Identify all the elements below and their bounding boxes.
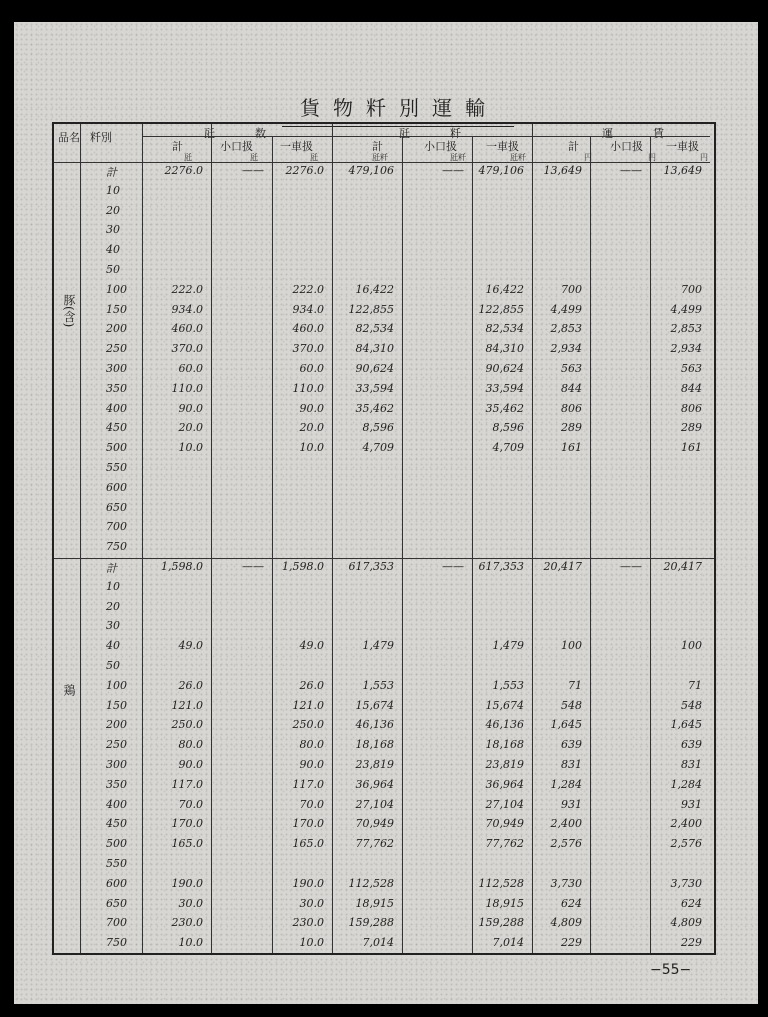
row-distance: 計	[106, 166, 117, 179]
table-cell-t-total: 250.0	[171, 718, 203, 732]
item-label-pig: 豚(含)	[62, 294, 76, 328]
table-cell-f-total: 4,499	[550, 302, 582, 316]
table-cell-f-car: 624	[681, 896, 702, 910]
table-cell-tk-total: 122,855	[348, 302, 394, 316]
table-cell-f-car: 2,576	[670, 837, 702, 851]
table-cell-f-small: ——	[620, 164, 642, 177]
column-divider	[142, 124, 143, 953]
table-cell-f-total: 700	[561, 282, 582, 296]
table-cell-t-car: 70.0	[299, 797, 324, 811]
table-cell-f-total: 1,284	[550, 777, 582, 791]
table-cell-t-total: 230.0	[171, 916, 203, 930]
table-cell-tk-small: ——	[442, 560, 464, 573]
table-cell-f-car: 289	[681, 421, 702, 435]
table-cell-t-total: 1,598.0	[161, 560, 203, 573]
table-cell-tk-total: 16,422	[355, 282, 394, 296]
table-cell-tk-car: 46,136	[485, 718, 524, 732]
table-cell-tk-car: 7,014	[492, 936, 524, 950]
table-cell-t-car: 10.0	[299, 936, 324, 950]
table-cell-f-total: 844	[561, 381, 582, 395]
table-cell-f-car: 831	[681, 758, 702, 771]
table-cell-tk-total: 479,106	[348, 164, 394, 177]
table-cell-f-car: 4,499	[670, 302, 702, 316]
header-tonnage: 瓩数	[204, 127, 306, 140]
table-cell-tk-small: ——	[442, 164, 464, 177]
header-fare-car: 一車扱	[666, 140, 699, 153]
row-distance: 450	[106, 817, 127, 831]
unit-ton-km: 瓩粁	[450, 153, 466, 162]
table-cell-t-car: 90.0	[299, 401, 324, 415]
table-cell-t-car: 190.0	[292, 876, 324, 890]
table-cell-f-car: 161	[681, 441, 702, 455]
row-distance: 600	[106, 480, 127, 494]
row-distance: 700	[106, 916, 127, 930]
table-cell-t-total: 110.0	[171, 381, 203, 395]
table-cell-t-car: 30.0	[299, 896, 324, 910]
unit-ton: 瓩	[310, 153, 318, 162]
table-cell-t-total: 90.0	[178, 758, 203, 771]
unit-ton: 瓩	[250, 153, 258, 162]
table-cell-f-car: 844	[681, 381, 702, 395]
table-cell-tk-total: 1,553	[362, 678, 394, 692]
table-cell-t-total: 222.0	[171, 282, 203, 296]
table-cell-t-total: 60.0	[178, 362, 203, 375]
table-cell-t-total: 70.0	[178, 797, 203, 811]
table-cell-tk-total: 82,534	[355, 322, 394, 336]
table-cell-f-car: 1,284	[670, 777, 702, 791]
row-distance: 計	[106, 562, 117, 575]
row-distance: 550	[106, 857, 127, 870]
header-item: 品名	[58, 131, 80, 144]
table-cell-f-total: 2,934	[550, 342, 582, 356]
unit-yen: 円	[648, 153, 656, 162]
row-distance: 700	[106, 520, 127, 534]
header-tonkm-car: 一車扱	[486, 140, 519, 153]
page-title: 貨物粁別運輸	[300, 96, 498, 120]
table-cell-f-car: 71	[688, 678, 702, 692]
table-cell-t-car: 60.0	[299, 362, 324, 375]
table-cell-t-car: 121.0	[292, 698, 324, 712]
row-distance: 30	[106, 619, 120, 633]
row-distance: 500	[106, 837, 127, 851]
table-cell-t-total: 30.0	[178, 896, 203, 910]
table-cell-t-total: 121.0	[171, 698, 203, 712]
row-distance: 10	[106, 183, 120, 197]
table-cell-tk-total: 84,310	[355, 342, 394, 356]
table-cell-tk-car: 15,674	[485, 698, 524, 712]
table-cell-tk-total: 90,624	[355, 362, 394, 375]
table-cell-t-car: 20.0	[299, 421, 324, 435]
freight-table	[52, 122, 716, 955]
row-distance: 300	[106, 758, 127, 771]
row-distance: 30	[106, 223, 120, 237]
table-cell-f-car: 1,645	[670, 718, 702, 732]
row-distance: 400	[106, 797, 127, 811]
table-cell-tk-total: 8,596	[362, 421, 394, 435]
table-cell-t-car: 26.0	[299, 678, 324, 692]
table-cell-f-total: 806	[561, 401, 582, 415]
table-cell-tk-total: 77,762	[355, 837, 394, 851]
table-cell-tk-car: 23,819	[485, 758, 524, 771]
header-tonnage-car: 一車扱	[280, 140, 313, 153]
table-cell-f-total: 639	[561, 738, 582, 752]
row-distance: 650	[106, 500, 127, 514]
table-cell-tk-car: 27,104	[485, 797, 524, 811]
row-distance: 200	[106, 322, 127, 336]
row-distance: 500	[106, 441, 127, 455]
table-cell-tk-car: 4,709	[492, 441, 524, 455]
table-cell-t-car: 117.0	[292, 777, 324, 791]
table-cell-t-total: 190.0	[171, 876, 203, 890]
row-distance: 40	[106, 639, 120, 653]
column-divider	[211, 124, 212, 953]
table-cell-f-total: 2,400	[550, 817, 582, 831]
row-distance: 50	[106, 263, 120, 276]
row-distance: 750	[106, 540, 127, 554]
table-cell-f-total: 20,417	[543, 560, 582, 573]
column-divider	[402, 136, 403, 953]
table-cell-t-total: 49.0	[178, 639, 203, 653]
table-cell-f-car: 100	[681, 639, 702, 653]
table-cell-t-total: 934.0	[171, 302, 203, 316]
row-distance: 600	[106, 876, 127, 890]
table-cell-t-car: 1,598.0	[282, 560, 324, 573]
page-number: −55−	[650, 962, 692, 978]
table-cell-f-car: 4,809	[670, 916, 702, 930]
table-cell-f-car: 806	[681, 401, 702, 415]
table-cell-f-total: 229	[561, 936, 582, 950]
column-divider	[650, 136, 651, 953]
table-cell-f-total: 931	[561, 797, 582, 811]
table-cell-tk-total: 27,104	[355, 797, 394, 811]
header-distance: 粁別	[90, 131, 112, 144]
table-cell-tk-total: 112,528	[348, 876, 394, 890]
table-cell-t-car: 934.0	[292, 302, 324, 316]
table-cell-tk-total: 36,964	[355, 777, 394, 791]
row-distance: 450	[106, 421, 127, 435]
table-cell-f-car: 563	[681, 362, 702, 375]
table-cell-f-total: 3,730	[550, 876, 582, 890]
table-cell-tk-car: 82,534	[485, 322, 524, 336]
table-cell-t-total: 20.0	[178, 421, 203, 435]
table-cell-f-car: 931	[681, 797, 702, 811]
column-divider	[532, 124, 533, 953]
row-distance: 650	[106, 896, 127, 910]
column-divider	[272, 136, 273, 953]
table-cell-t-total: 26.0	[178, 678, 203, 692]
row-distance: 20	[106, 599, 120, 613]
table-cell-tk-car: 122,855	[478, 302, 524, 316]
table-cell-t-small: ——	[242, 560, 264, 573]
header-tonnage-small: 小口扱	[220, 140, 253, 153]
table-cell-tk-total: 1,479	[362, 639, 394, 653]
row-distance: 150	[106, 698, 127, 712]
table-cell-t-car: 90.0	[299, 758, 324, 771]
table-cell-t-total: 2276.0	[164, 164, 203, 177]
row-distance: 100	[106, 282, 127, 296]
row-distance: 750	[106, 936, 127, 950]
table-cell-t-car: 80.0	[299, 738, 324, 752]
table-cell-tk-total: 23,819	[355, 758, 394, 771]
table-cell-t-car: 222.0	[292, 282, 324, 296]
unit-ton-km: 瓩粁	[372, 153, 388, 162]
table-cell-tk-car: 16,422	[485, 282, 524, 296]
table-cell-t-car: 2276.0	[285, 164, 324, 177]
table-cell-tk-car: 90,624	[485, 362, 524, 375]
row-distance: 400	[106, 401, 127, 415]
table-cell-t-total: 80.0	[178, 738, 203, 752]
table-cell-t-car: 110.0	[292, 381, 324, 395]
table-cell-f-total: 831	[561, 758, 582, 771]
table-cell-t-car: 10.0	[299, 441, 324, 455]
table-cell-tk-car: 159,288	[478, 916, 524, 930]
table-cell-f-car: 548	[681, 698, 702, 712]
table-cell-f-car: 2,853	[670, 322, 702, 336]
header-fare-small: 小口扱	[610, 140, 643, 153]
table-cell-tk-car: 112,528	[478, 876, 524, 890]
document-page	[14, 22, 758, 1004]
row-distance: 200	[106, 718, 127, 732]
table-cell-tk-total: 15,674	[355, 698, 394, 712]
table-cell-f-car: 2,934	[670, 342, 702, 356]
row-distance: 20	[106, 203, 120, 217]
row-distance: 300	[106, 362, 127, 375]
table-cell-t-total: 90.0	[178, 401, 203, 415]
table-cell-f-total: 100	[561, 639, 582, 653]
table-cell-tk-total: 18,915	[355, 896, 394, 910]
table-cell-f-total: 289	[561, 421, 582, 435]
header-rule	[142, 136, 710, 137]
header-tonkm-small: 小口扱	[424, 140, 457, 153]
table-cell-f-total: 624	[561, 896, 582, 910]
table-cell-f-total: 4,809	[550, 916, 582, 930]
table-cell-t-total: 10.0	[178, 936, 203, 950]
row-distance: 100	[106, 678, 127, 692]
table-cell-t-total: 460.0	[171, 322, 203, 336]
table-cell-tk-car: 617,353	[478, 560, 524, 573]
table-cell-tk-total: 35,462	[355, 401, 394, 415]
table-cell-f-car: 229	[681, 936, 702, 950]
table-cell-f-car: 3,730	[670, 876, 702, 890]
table-cell-tk-car: 1,479	[492, 639, 524, 653]
table-cell-f-total: 161	[561, 441, 582, 455]
table-cell-t-total: 117.0	[171, 777, 203, 791]
table-cell-f-total: 71	[568, 678, 582, 692]
header-fare-total: 計	[568, 140, 579, 153]
table-cell-t-car: 250.0	[292, 718, 324, 732]
table-cell-tk-car: 33,594	[485, 381, 524, 395]
table-cell-f-car: 639	[681, 738, 702, 752]
table-cell-tk-car: 18,168	[485, 738, 524, 752]
header-tonnage-total: 計	[172, 140, 183, 153]
table-cell-f-car: 13,649	[663, 164, 702, 177]
table-cell-f-total: 2,576	[550, 837, 582, 851]
row-distance: 350	[106, 381, 127, 395]
row-distance: 150	[106, 302, 127, 316]
table-cell-tk-total: 46,136	[355, 718, 394, 732]
unit-ton-km: 瓩粁	[510, 153, 526, 162]
row-distance: 550	[106, 461, 127, 474]
row-distance: 350	[106, 777, 127, 791]
table-cell-tk-car: 35,462	[485, 401, 524, 415]
table-cell-tk-total: 33,594	[355, 381, 394, 395]
column-divider	[590, 136, 591, 953]
table-cell-t-total: 165.0	[171, 837, 203, 851]
row-distance: 250	[106, 342, 127, 356]
table-cell-f-car: 2,400	[670, 817, 702, 831]
table-cell-tk-total: 617,353	[348, 560, 394, 573]
table-cell-tk-car: 1,553	[492, 678, 524, 692]
table-cell-tk-car: 77,762	[485, 837, 524, 851]
column-divider	[472, 136, 473, 953]
table-cell-tk-total: 159,288	[348, 916, 394, 930]
table-cell-t-car: 370.0	[292, 342, 324, 356]
section-divider	[54, 558, 714, 559]
table-cell-t-total: 10.0	[178, 441, 203, 455]
table-cell-t-car: 230.0	[292, 916, 324, 930]
table-cell-tk-total: 18,168	[355, 738, 394, 752]
unit-ton: 瓩	[184, 153, 192, 162]
table-cell-tk-car: 8,596	[492, 421, 524, 435]
table-cell-tk-car: 479,106	[478, 164, 524, 177]
table-cell-f-small: ——	[620, 560, 642, 573]
row-distance: 50	[106, 659, 120, 672]
table-cell-t-total: 170.0	[171, 817, 203, 831]
table-cell-tk-total: 70,949	[355, 817, 394, 831]
table-cell-tk-car: 36,964	[485, 777, 524, 791]
unit-yen: 円	[584, 153, 592, 162]
table-cell-f-total: 1,645	[550, 718, 582, 732]
table-cell-tk-car: 18,915	[485, 896, 524, 910]
item-label-chicken: 鶏	[62, 684, 76, 696]
table-cell-f-total: 2,853	[550, 322, 582, 336]
table-cell-tk-car: 84,310	[485, 342, 524, 356]
row-distance: 250	[106, 738, 127, 752]
column-divider	[332, 124, 333, 953]
table-cell-f-total: 13,649	[543, 164, 582, 177]
header-tonkm-total: 計	[372, 140, 383, 153]
table-cell-f-car: 20,417	[663, 560, 702, 573]
table-cell-f-total: 548	[561, 698, 582, 712]
table-cell-t-total: 370.0	[171, 342, 203, 356]
unit-yen: 円	[700, 153, 708, 162]
header-fare: 運賃	[602, 127, 704, 140]
table-cell-tk-car: 70,949	[485, 817, 524, 831]
row-distance: 10	[106, 579, 120, 593]
table-cell-f-car: 700	[681, 282, 702, 296]
header-ton-km: 瓩粁	[399, 127, 501, 140]
table-cell-t-car: 165.0	[292, 837, 324, 851]
table-cell-tk-total: 4,709	[362, 441, 394, 455]
table-cell-tk-total: 7,014	[362, 936, 394, 950]
table-cell-t-car: 460.0	[292, 322, 324, 336]
column-divider	[80, 124, 81, 953]
row-distance: 40	[106, 243, 120, 257]
header-rule	[54, 162, 710, 163]
table-cell-f-total: 563	[561, 362, 582, 375]
table-cell-t-car: 170.0	[292, 817, 324, 831]
table-cell-t-car: 49.0	[299, 639, 324, 653]
table-cell-t-small: ——	[242, 164, 264, 177]
